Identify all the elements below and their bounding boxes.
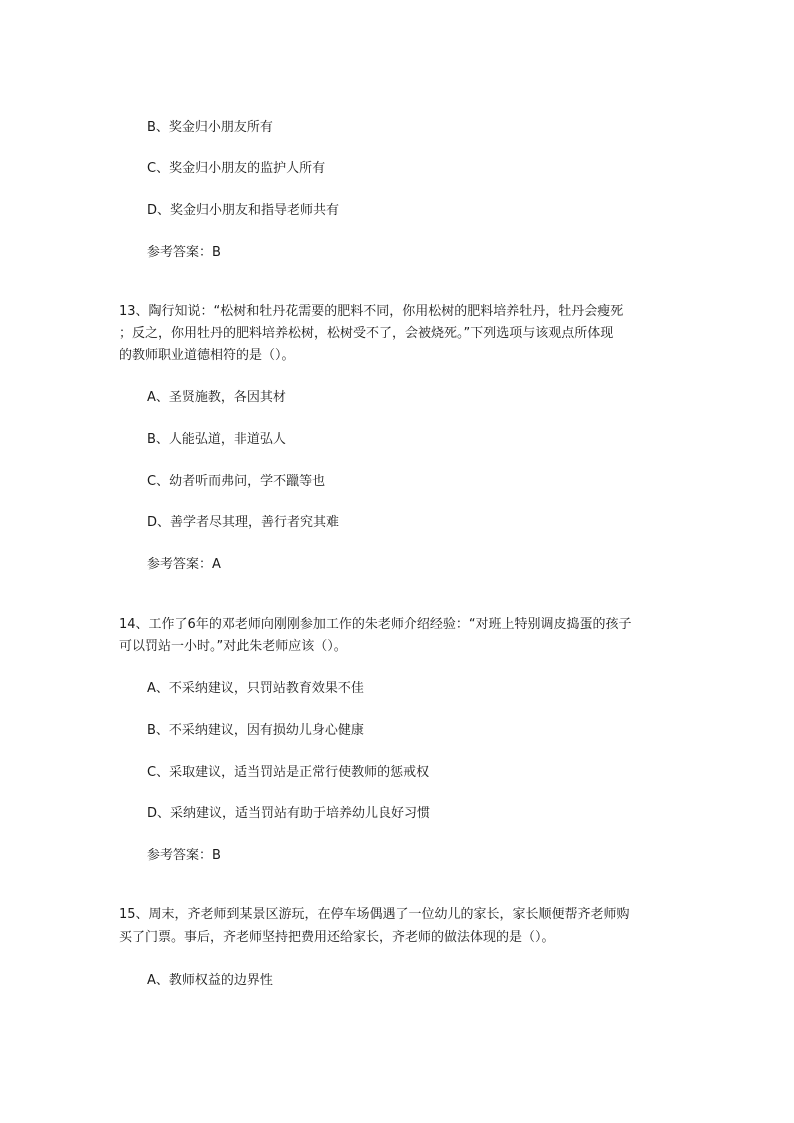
q12-option-b: B、奖金归小朋友所有 xyxy=(147,120,273,135)
q13-option-c: C、幼者听而弗问，学不躐等也 xyxy=(147,474,326,489)
q13-option-b: B、人能弘道，非道弘人 xyxy=(147,432,286,447)
q14-option-a: A、不采纳建议，只罚站教育效果不佳 xyxy=(147,681,364,696)
q13-answer: 参考答案：A xyxy=(147,557,221,572)
q13-option-d: D、善学者尽其理，善行者究其难 xyxy=(147,515,340,530)
q12-answer: 参考答案：B xyxy=(147,245,221,260)
q12-option-d: D、奖金归小朋友和指导老师共有 xyxy=(147,203,340,218)
q15-option-a: A、教师权益的边界性 xyxy=(147,973,273,988)
q13-stem-line-2: ；反之，你用牡丹的肥料培养松树，松树受不了，会被烧死。”下列选项与该观点所体现 xyxy=(119,326,614,341)
q12-option-c: C、奖金归小朋友的监护人所有 xyxy=(147,161,326,176)
q15-stem-line-1: 15、周末，齐老师到某景区游玩，在停车场偶遇了一位幼儿的家长，家长顺便帮齐老师购 xyxy=(119,907,630,922)
q14-option-b: B、不采纳建议，因有损幼儿身心健康 xyxy=(147,723,364,738)
q14-answer: 参考答案：B xyxy=(147,848,221,863)
q14-option-d: D、采纳建议，适当罚站有助于培养幼儿良好习惯 xyxy=(147,806,431,821)
q14-option-c: C、采取建议，适当罚站是正常行使教师的惩戒权 xyxy=(147,765,430,780)
q14-stem-line-2: 可以罚站一小时。”对此朱老师应该（）。 xyxy=(119,639,347,654)
q13-stem-line-3: 的教师职业道德相符的是（）。 xyxy=(119,348,295,363)
q15-stem-line-2: 买了门票。事后，齐老师坚持把费用还给家长，齐老师的做法体现的是（）。 xyxy=(119,930,555,945)
q13-option-a: A、圣贤施教，各因其材 xyxy=(147,390,286,405)
q14-stem-line-1: 14、工作了6年的邓老师向刚刚参加工作的朱老师介绍经验：“对班上特别调皮捣蛋的孩子 xyxy=(119,617,632,632)
q13-stem-line-1: 13、陶行知说：“松树和牡丹花需要的肥料不同，你用松树的肥料培养牡丹，牡丹会瘦死 xyxy=(119,304,624,319)
